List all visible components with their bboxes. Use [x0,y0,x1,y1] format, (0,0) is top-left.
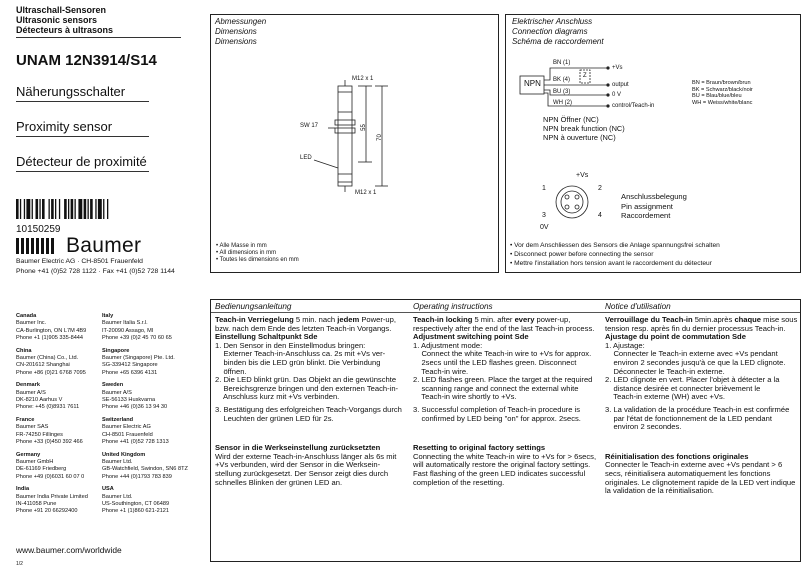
contact-block [102,313,204,343]
dim-note-en: • All dimensions in mm [216,250,277,256]
warning-en-text: Disconnect power before connecting the sensor [514,251,654,258]
barcode-bar [39,199,40,219]
contact-line: Phone +65 6396 4131 [102,369,158,376]
instr-fr-reset-title: Réinitialisation des fonctions originales [605,451,749,461]
instr-fr-lock-a: Verrouillage du Teach-in [605,315,693,324]
dim-note-de: • Alle Masse in mm [216,243,267,249]
barcode-bar [71,199,74,219]
barcode-bar [16,199,19,219]
dimensions-title-en: Dimensions [215,27,257,36]
contact-line: Baumer Italia S.r.l. [102,320,148,327]
contact-block [102,486,204,516]
dimensions-title [215,17,266,47]
instr-de-lock-b: 5 min. nach [293,315,338,324]
electrical-title-fr: Schéma de raccordement [512,37,604,46]
contact-line: SE-56133 Huskvarna [102,397,156,404]
contact-country: Switzerland [102,416,134,423]
instructions-de [215,302,405,487]
instr-en-step2: 2. LED flashes green. Place the target at the required scanning range and connect the external white Teach-in wire shortly to +Vs. [413,375,593,402]
electrical-box [505,14,801,273]
barcode-bar [90,199,93,219]
header-line-de: Ultraschall-Sensoren [16,5,107,15]
contact-line: DK-8210 Aarhus V [16,397,63,404]
contact-country: France [16,416,35,423]
safety-warnings [510,241,720,268]
instructions-en [413,302,599,487]
instr-en-title: Operating instructions [413,302,493,311]
instr-fr-step1: 1. Ajustage: Connecter le Teach-in externe avec +Vs pendant environ 2 secondes jusqu'à ce que la LED clignote. Déconnecter le Teach-in externe. [605,340,786,376]
instr-fr-lock [605,316,798,333]
barcode-bar [88,199,89,219]
z-label: Z [583,73,587,79]
product-family-header [16,5,186,35]
contact-line: Phone +33 (0)450 392 466 [16,439,83,446]
brand-phone: Phone +41 (0)52 728 1122 · Fax +41 (0)52 728 1144 [16,268,175,275]
barcode-bar [78,199,82,219]
dim-label-m12-bottom: M12 x 1 [355,190,377,196]
instr-en-step1: 1. Adjustment mode: Connect the white Teach-in wire to +Vs for approx. 2secs until the LED flashes green. Disconnect Teach-in wire. [413,340,592,376]
contact-line: Phone +39 (0)2 45 70 60 65 [102,335,172,342]
contact-line: Phone +1 (1)860 621-2121 [102,508,170,515]
contact-line: Baumer A/S [16,389,46,396]
electrical-title-de: Elektrischer Anschluss [512,17,593,26]
contact-country: Canada [16,313,37,319]
warning-de: • Vor dem Anschliessen des Sensors die Anlage spannungsfrei schalten [510,242,720,249]
dimensions-title-de: Abmessungen [215,17,267,26]
dim-label-sw17: SW 17 [300,123,319,129]
contact-line: Baumer Ltd. [102,493,133,500]
barcode-bar [36,199,39,219]
brand-address: Baumer Electric AG · CH-8501 Frauenfeld [16,258,143,265]
legend-bn: BN = Braun/brown/brun [692,80,751,86]
instr-de-step2: 2. Die LED blinkt grün. Das Objekt an die gewünschte Bereichsgrenze bringen und den externen Teach-in- Anschluss kurz mit +Vs verbinden. [215,375,399,402]
electrical-title-en: Connection diagrams [512,27,588,36]
dim-label-55: 55 [360,124,367,131]
contact-line: IN-411058 Pune [16,500,57,507]
barcode-bar [42,199,45,219]
instr-de-step1: 1. Den Sensor in den Einstellmodus bringen: Externer Teach-in-Anschluss ca. 2s mit +Vs ver- binden bis die LED grün blinkt. Die Verbindung öffnen. [215,340,386,376]
warning-fr: • Mettre l'installation hors tension avant le raccordement du détecteur [510,260,712,267]
contact-line: Baumer SAS [16,424,49,431]
dim-note-de-text: Alle Masse in mm [219,243,267,249]
contact-line: CN-201612 Shanghai [16,362,70,369]
wire-bn-code: BN (1) [553,60,571,66]
contact-line: SG-339412 Singapore [102,362,158,369]
contact-line: Phone +41 (0)52 728 1313 [102,439,169,446]
dim-note-en-text: All dimensions in mm [219,250,277,256]
dim-label-m12-top: M12 x 1 [352,76,374,82]
instr-fr-reset-text: Connecter le Teach-in externe avec +Vs pendant > 6 secs, réinitialisera automatiquement les fonctions originales. Le clignotement rapide de la LED vert indique la validation de la réinitialisation. [605,460,796,496]
contact-line: Phone +44 (0)1793 783 839 [102,473,172,480]
instr-fr-sub: Ajustage du point de commutation Sde [605,332,746,342]
instr-en-lock-a: Teach-in locking [413,315,473,324]
contact-country: USA [102,486,114,493]
pin-1: 1 [542,185,546,192]
barcode-bar [107,199,108,219]
pin-0v: 0V [540,224,549,231]
header-line-fr: Détecteurs à ultrasons [16,25,114,35]
dim-label-70: 70 [376,134,383,141]
instr-de-title: Bedienungsanleitung [215,302,292,311]
dim-label-led: LED [300,155,312,161]
wire-wh-signal: control/Teach-in [612,103,655,109]
contact-line: Phone +1 (1)905 335-8444 [16,335,84,342]
instr-de-lock-d: Power-up, bzw. nach dem Ende des letzten Teach-in Vorgangs. [215,315,396,333]
npn-nc-text [543,115,625,142]
legend-bk: BK = Schwarz/black/noir [692,86,753,93]
worldwide-url[interactable]: www.baumer.com/worldwide [16,545,122,555]
instr-en-step3: 3. Successful completion of Teach-in procedure is confirmed by LED being "on" for approx. 2secs. [413,404,581,423]
dimensions-notes [216,243,299,264]
instr-de-reset-title: Sensor in die Werkseinstellung zurücksetzten [215,443,381,453]
contact-country: India [16,486,30,493]
npn-nc-fr: NPN à ouverture (NC) [543,133,616,142]
connector-pinout [552,182,592,222]
barcode-bar [51,199,54,219]
contact-line: GB-Watchfield, Swindon, SN6 8TZ [102,466,188,473]
contact-country: Italy [102,313,114,319]
instr-en-lock-b: 5 min. after [472,315,515,324]
contact-line: Baumer India Private Limited [16,493,88,500]
contact-line: Baumer (China) Co., Ltd. [16,355,79,362]
legend-bu: BU = Blau/blue/bleu [692,93,742,100]
instr-fr-lock-b: 5min.après [692,315,735,324]
warning-de-text: Vor dem Anschliessen des Sensors die Anlage spannungsfrei schalten [514,242,720,249]
page-number: 1/2 [16,561,23,567]
contact-line: Phone: +45 (0)8931 7611 [16,404,80,411]
barcode-bar [68,199,69,219]
npn-label: NPN [524,79,541,88]
instr-de-sub: Einstellung Schaltpunkt Sde [215,332,318,342]
npn-nc-en: NPN break function (NC) [543,124,625,133]
contact-line: CA-Burlington, ON L7M 4B9 [16,327,87,334]
instr-de-lock-a: Teach-in Verriegelung [215,315,294,324]
pin-4: 4 [598,212,602,219]
barcode-bar [59,199,60,219]
product-name-en: Proximity sensor [16,119,113,134]
instr-de-step3: 3. Bestätigung des erfolgreichen Teach-Vorgangs durch Leuchten der grünen LED für 2s. [215,404,402,423]
contact-country: Germany [16,451,41,458]
product-name-fr: Détecteur de proximité [16,154,147,169]
instr-en-sub: Adjustment switching point Sde [413,332,529,342]
instr-de-lock [215,316,405,333]
baumer-logo-text: Baumer [66,234,142,257]
contact-line: Baumer (Singapore) Pte. Ltd. [102,355,175,362]
contact-line: Baumer Inc. [16,320,47,327]
contact-line: Phone +86 (0)21 6768 7095 [16,369,86,376]
contact-line: US-Southington, CT 06489 [102,500,170,507]
contact-block [16,417,102,447]
contact-country: Denmark [16,382,40,389]
instr-de-reset-text: Wird der externe Teach-in-Anschluss länger als 6s mit +Vs verbunden, wird der Sensor in die Werksein-stellung zurückgesetzt. Der Sensor zeigt dies durch schnelles Blinken der grünen LED an. [215,451,397,487]
contact-block [16,486,102,516]
wire-bk-signal: output [612,82,629,88]
contact-country: China [16,347,32,354]
barcode-bar [103,199,104,219]
instr-fr-lock-d: mise sous tension resp. après fin du dernier processus Teach-in. [605,315,798,333]
legend-wh: WH = Weiss/white/blanc [692,99,753,106]
warning-en: • Disconnect power before connecting the sensor [510,251,654,258]
barcode [16,199,141,219]
product-name-de: Näherungsschalter [16,84,126,99]
barcode-bar [26,199,30,219]
contact-block [102,417,204,447]
wire-bu-code: BU (3) [553,89,571,95]
instructions-fr [605,302,798,496]
contact-line: Baumer GmbH [16,458,54,465]
instr-en-lock-d: power-up, respectively after the end of the last Teach-in process. [413,315,595,333]
contact-block [102,452,204,482]
product-title: UNAM 12N3914/S14 [16,52,157,69]
pin-title-de: Anschlussbelegung [621,192,687,201]
contact-block [102,382,204,412]
instr-en-reset-title: Resetting to original factory settings [413,443,546,453]
barcode-bar [95,199,96,219]
instr-en-lock [413,316,599,333]
contacts-grid [16,313,204,516]
contact-block [16,348,102,378]
barcode-number: 10150259 [16,224,61,235]
dim-note-fr-text: Toutes les dimensions en mm [219,257,299,263]
rule-fr [16,171,149,172]
instr-fr-step2: 2. LED clignote en vert. Placer l'objet à détecter a la distance desirée et connecter brièvement le Teach-in externe (WH) avec +Vs. [605,375,780,402]
barcode-bar [55,199,56,219]
baumer-logo [16,234,141,258]
contact-line: Phone +46 (0)36 13 94 30 [102,404,168,411]
rule-de [16,101,149,102]
instr-en-lock-c: every [514,315,535,324]
contact-line: Phone +49 (0)6031 60 07 0 [16,473,85,480]
header-line-en: Ultrasonic sensors [16,15,98,25]
pin-vs: +Vs [576,172,589,179]
instr-fr-lock-c: chaque [734,315,762,324]
wire-wh-code: WH (2) [553,100,572,106]
contact-line: IT-20090 Assago, MI [102,327,154,334]
pin-title-en: Pin assignment [621,201,673,211]
instr-en-reset-text: Connecting the white Teach-in wire to +Vs for > 6secs, will automatically restore the original factory settings. Fast flashing of the green LED indicates successful completion of the resetting. [413,451,597,487]
contact-block [16,452,102,482]
contact-line: FR-74250 Fillinges [16,431,63,438]
contact-line: Baumer Ltd. [102,458,133,465]
instr-fr-title: Notice d'utilisation [605,302,671,311]
pin-title-fr: Raccordement [621,211,671,220]
contact-country: Sweden [102,382,124,389]
pin-assignment-title [621,192,687,221]
contact-line: Baumer A/S [102,389,132,396]
barcode-bar [32,199,33,219]
barcode-bar [49,199,50,219]
contact-line: CH-8501 Frauenfeld [102,431,153,438]
npn-nc-de: NPN Öffner (NC) [543,115,599,124]
header-rule [16,37,181,38]
contact-block [16,382,102,412]
contact-line: Phone +91 20 66292400 [16,508,78,515]
barcode-bar [84,199,87,219]
wire-bk-code: BK (4) [553,77,571,83]
color-legend [692,80,753,106]
instr-fr-step3: 3. La validation de la procédure Teach-in est confirmée par l'état de fonctionnement de la LED pendant environ 2 secondes. [605,404,790,432]
barcode-bar [24,199,25,219]
contact-block [102,348,204,378]
wire-bn-signal: +Vs [612,65,623,71]
barcode-bar [75,199,76,219]
contact-country: United Kingdom [102,451,146,458]
pin-3: 3 [542,212,546,219]
dim-note-fr: • Toutes les dimensions en mm [216,257,299,263]
barcode-bar [20,199,21,219]
rule-en [16,136,149,137]
dimensions-title-fr: Dimensions [215,37,257,46]
electrical-title [512,17,604,47]
contact-line: Baumer Electric AG [102,424,151,431]
instr-de-lock-c: jedem [337,315,360,324]
contact-block [16,313,102,343]
baumer-logo-mark [16,236,62,256]
contact-line: DE-61169 Friedberg [16,466,67,473]
barcode-bar [98,199,102,219]
contact-country: Singapore [102,347,130,354]
wire-bu-signal: 0 V [612,92,622,98]
barcode-bar [64,199,67,219]
pin-2: 2 [598,185,602,192]
warning-fr-text: Mettre l'installation hors tension avant le raccordement du détecteur [514,260,712,267]
